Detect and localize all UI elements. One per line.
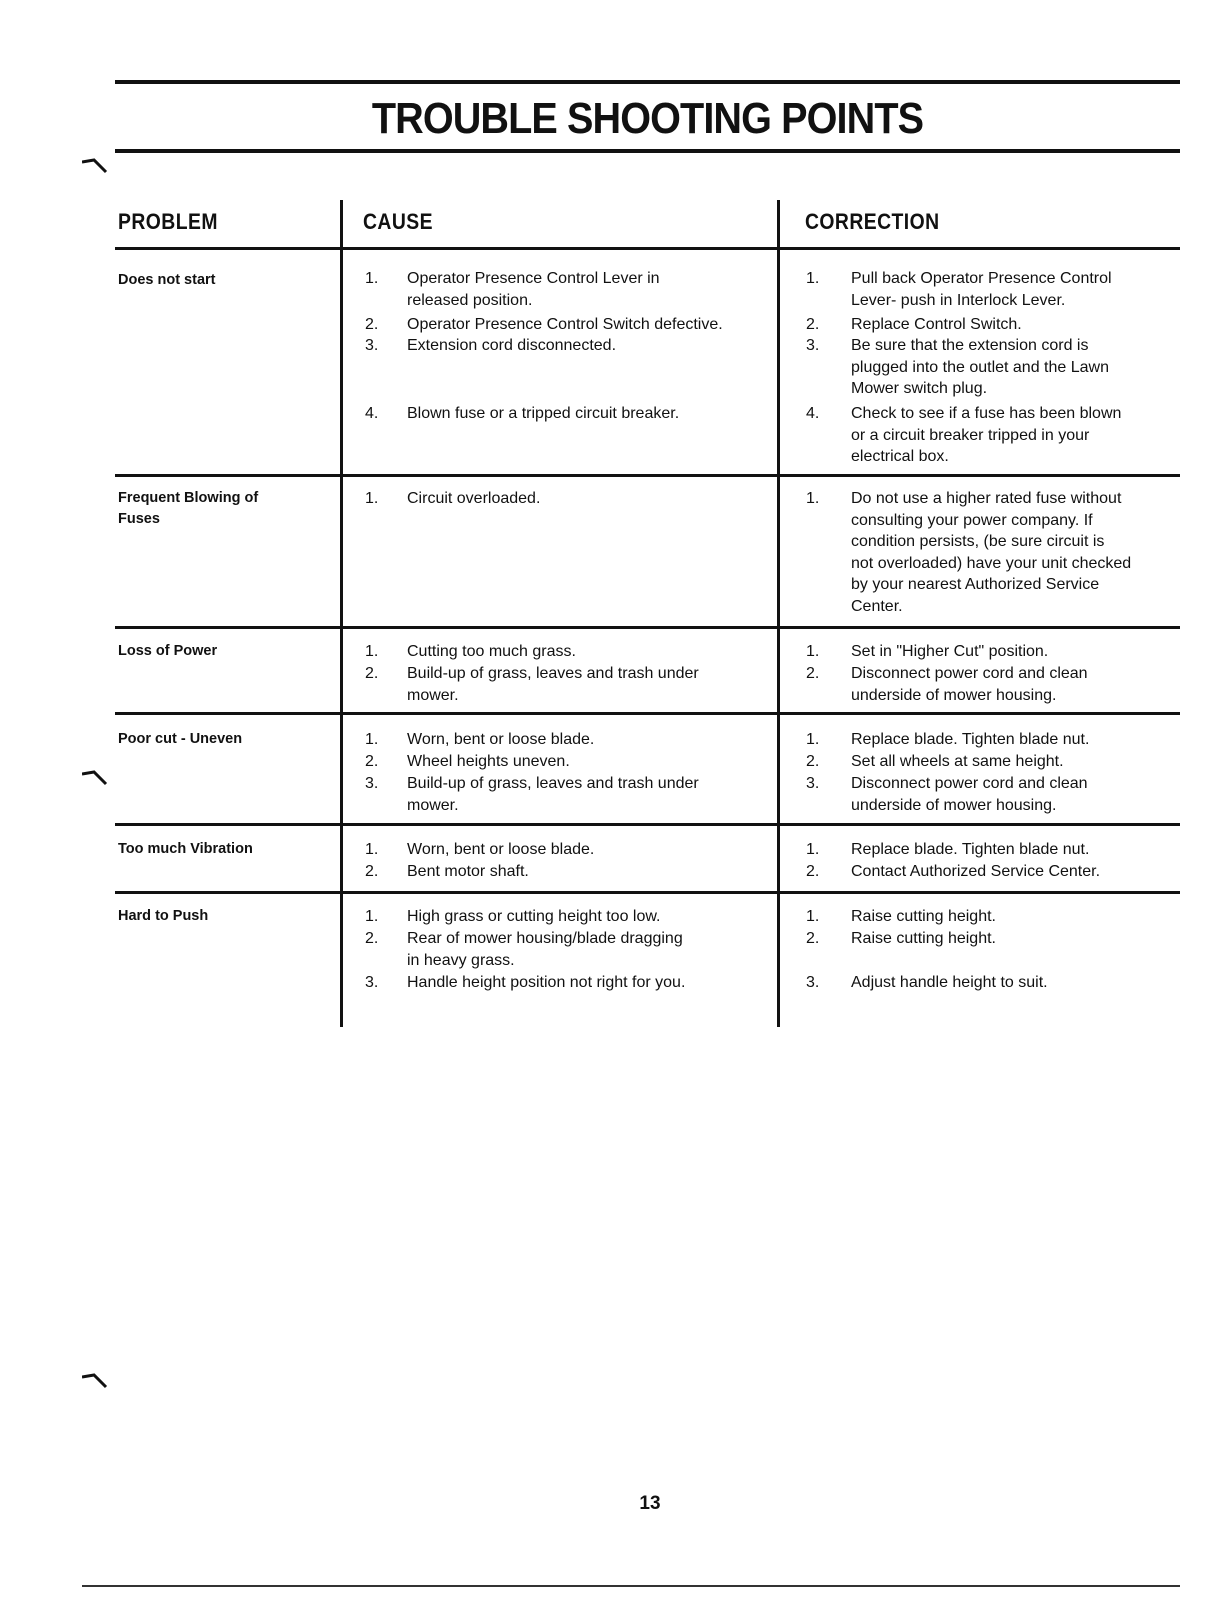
item-text: Build-up of grass, leaves and trash under mower. bbox=[407, 775, 699, 814]
header-cause: CAUSE bbox=[363, 209, 433, 234]
item-text: Worn, bent or loose blade. bbox=[407, 841, 595, 858]
item-number: 3. bbox=[365, 974, 379, 991]
item-number: 3. bbox=[365, 775, 379, 792]
item-number: 2. bbox=[365, 753, 379, 770]
item-number: 1. bbox=[806, 270, 820, 287]
item-text: Disconnect power cord and clean underside of mower housing. bbox=[851, 665, 1088, 704]
item-text: Rear of mower housing/blade dragging in heavy grass. bbox=[407, 930, 683, 969]
item-text: Bent motor shaft. bbox=[407, 863, 529, 880]
item-text: Replace blade. Tighten blade nut. bbox=[851, 731, 1090, 748]
item-text: Extension cord disconnected. bbox=[407, 337, 617, 354]
item-text: Worn, bent or loose blade. bbox=[407, 731, 595, 748]
item-number: 3. bbox=[806, 337, 820, 354]
item-number: 4. bbox=[806, 405, 820, 422]
page-title: TROUBLE SHOOTING POINTS bbox=[371, 94, 924, 143]
item-number: 1. bbox=[365, 908, 379, 925]
item-text: Check to see if a fuse has been blown or a circuit breaker tripped in your electrical box. bbox=[851, 405, 1122, 465]
problem-label: Hard to Push bbox=[118, 908, 209, 924]
item-text: Do not use a higher rated fuse without consulting your power company. If condition persists, (be sure circuit is not overloaded) have your unit checked by your nearest Authorized Service Center. bbox=[851, 490, 1132, 615]
page-number: 13 bbox=[639, 1493, 661, 1514]
column-divider-cause bbox=[340, 200, 343, 1027]
item-text: Set in "Higher Cut" position. bbox=[851, 643, 1049, 660]
item-text: Raise cutting height. bbox=[851, 908, 996, 925]
item-number: 2. bbox=[365, 665, 379, 682]
header-problem: PROBLEM bbox=[118, 209, 218, 234]
item-text: Wheel heights uneven. bbox=[407, 753, 570, 770]
item-text: Disconnect power cord and clean underside of mower housing. bbox=[851, 775, 1088, 814]
item-text: Operator Presence Control Switch defective. bbox=[407, 316, 723, 333]
item-text: Cutting too much grass. bbox=[407, 643, 576, 660]
item-text: Circuit overloaded. bbox=[407, 490, 541, 507]
item-number: 1. bbox=[806, 731, 820, 748]
row-divider bbox=[115, 823, 1180, 826]
item-number: 1. bbox=[806, 908, 820, 925]
item-text: High grass or cutting height too low. bbox=[407, 908, 661, 925]
item-number: 1. bbox=[365, 270, 379, 287]
item-number: 1. bbox=[806, 841, 820, 858]
footer-rule bbox=[82, 1585, 1180, 1587]
item-number: 2. bbox=[806, 863, 820, 880]
margin-tick-mark bbox=[82, 770, 108, 786]
item-number: 4. bbox=[365, 405, 379, 422]
header-correction: CORRECTION bbox=[805, 209, 940, 234]
item-number: 1. bbox=[365, 490, 379, 507]
problem-label: Too much Vibration bbox=[118, 841, 253, 857]
item-text: Handle height position not right for you. bbox=[407, 974, 686, 991]
item-text: Adjust handle height to suit. bbox=[851, 974, 1048, 991]
row-divider bbox=[115, 712, 1180, 715]
item-number: 2. bbox=[806, 316, 820, 333]
row-divider bbox=[115, 626, 1180, 629]
row-divider bbox=[115, 474, 1180, 477]
item-text: Replace blade. Tighten blade nut. bbox=[851, 841, 1090, 858]
item-number: 1. bbox=[365, 841, 379, 858]
header-rule bbox=[115, 247, 1180, 250]
problem-label: Poor cut - Uneven bbox=[118, 731, 243, 747]
problem-label: Does not start bbox=[118, 272, 216, 288]
item-number: 1. bbox=[806, 490, 820, 507]
item-text: Contact Authorized Service Center. bbox=[851, 863, 1101, 880]
row-divider bbox=[115, 891, 1180, 894]
item-number: 1. bbox=[365, 731, 379, 748]
item-text: Set all wheels at same height. bbox=[851, 753, 1064, 770]
item-text: Replace Control Switch. bbox=[851, 316, 1022, 333]
item-number: 2. bbox=[365, 316, 379, 333]
item-number: 2. bbox=[806, 665, 820, 682]
item-number: 2. bbox=[365, 863, 379, 880]
margin-tick-mark bbox=[82, 158, 108, 174]
item-number: 1. bbox=[806, 643, 820, 660]
problem-label: Frequent Blowing of Fuses bbox=[118, 490, 259, 527]
item-number: 2. bbox=[806, 930, 820, 947]
item-text: Operator Presence Control Lever in released position. bbox=[407, 270, 660, 309]
item-number: 3. bbox=[806, 775, 820, 792]
margin-tick-mark bbox=[82, 1373, 108, 1389]
item-text: Pull back Operator Presence Control Lever- push in Interlock Lever. bbox=[851, 270, 1112, 309]
item-number: 2. bbox=[365, 930, 379, 947]
item-number: 3. bbox=[365, 337, 379, 354]
item-text: Be sure that the extension cord is plugged into the outlet and the Lawn Mower switch plug. bbox=[851, 337, 1109, 397]
title-rule-top bbox=[115, 80, 1180, 84]
title-rule-bottom bbox=[115, 149, 1180, 153]
problem-label: Loss of Power bbox=[118, 643, 218, 659]
item-number: 3. bbox=[806, 974, 820, 991]
item-number: 2. bbox=[806, 753, 820, 770]
item-text: Blown fuse or a tripped circuit breaker. bbox=[407, 405, 680, 422]
item-text: Raise cutting height. bbox=[851, 930, 996, 947]
item-number: 1. bbox=[365, 643, 379, 660]
item-text: Build-up of grass, leaves and trash under mower. bbox=[407, 665, 699, 704]
